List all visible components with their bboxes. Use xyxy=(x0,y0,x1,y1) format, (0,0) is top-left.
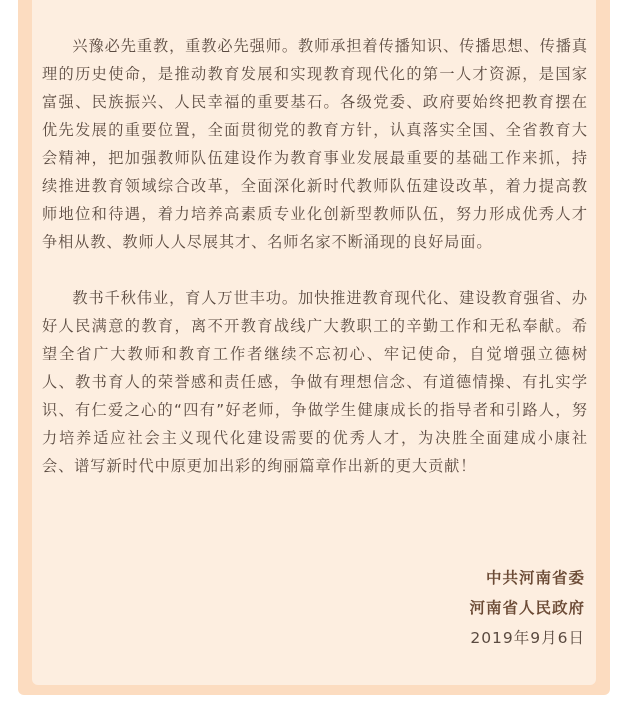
letter-body xyxy=(42,32,588,480)
letter-signature xyxy=(469,563,585,653)
signature-org-party-committee: 中共河南省委 xyxy=(485,569,585,587)
signature-date: 2019年9月6日 xyxy=(470,629,585,647)
signature-org-government: 河南省人民政府 xyxy=(469,599,585,617)
letter-paragraph-2: 教书千秋伟业，育人万世丰功。加快推进教育现代化、建设教育强省、办好人民满意的教育，离不开教育战线广大教职工的辛勤工作和无私奉献。希望全省广大教师和教育工作者继续不忘初心、牢记使命，自觉增强立德树人、教书育人的荣誉感和责任感，争做有理想信念、有道德情操、有扎实学识、有仁爱之心的“四有”好老师，争做学生健康成长的指导者和引路人，努力培养适应社会主义现代化建设需要的优秀人才，为决胜全面建成小康社会、谱写新时代中原更加出彩的绚丽篇章作出新的更大贡献！ xyxy=(42,289,588,475)
letter-paragraph-1: 兴豫必先重教，重教必先强师。教师承担着传播知识、传播思想、传播真理的历史使命，是推动教育发展和实现教育现代化的第一人才资源，是国家富强、民族振兴、人民幸福的重要基石。各级党委、政府要始终把教育摆在优先发展的重要位置，全面贯彻党的教育方针，认真落实全国、全省教育大会精神，把加强教师队伍建设作为教育事业发展最重要的基础工作来抓，持续推进教育领域综合改革，全面深化新时代教师队伍建设改革，着力提高教师地位和待遇，着力培养高素质专业化创新型教师队伍，努力形成优秀人才争相从教、教师人人尽展其才、名师名家不断涌现的良好局面。 xyxy=(42,37,588,251)
